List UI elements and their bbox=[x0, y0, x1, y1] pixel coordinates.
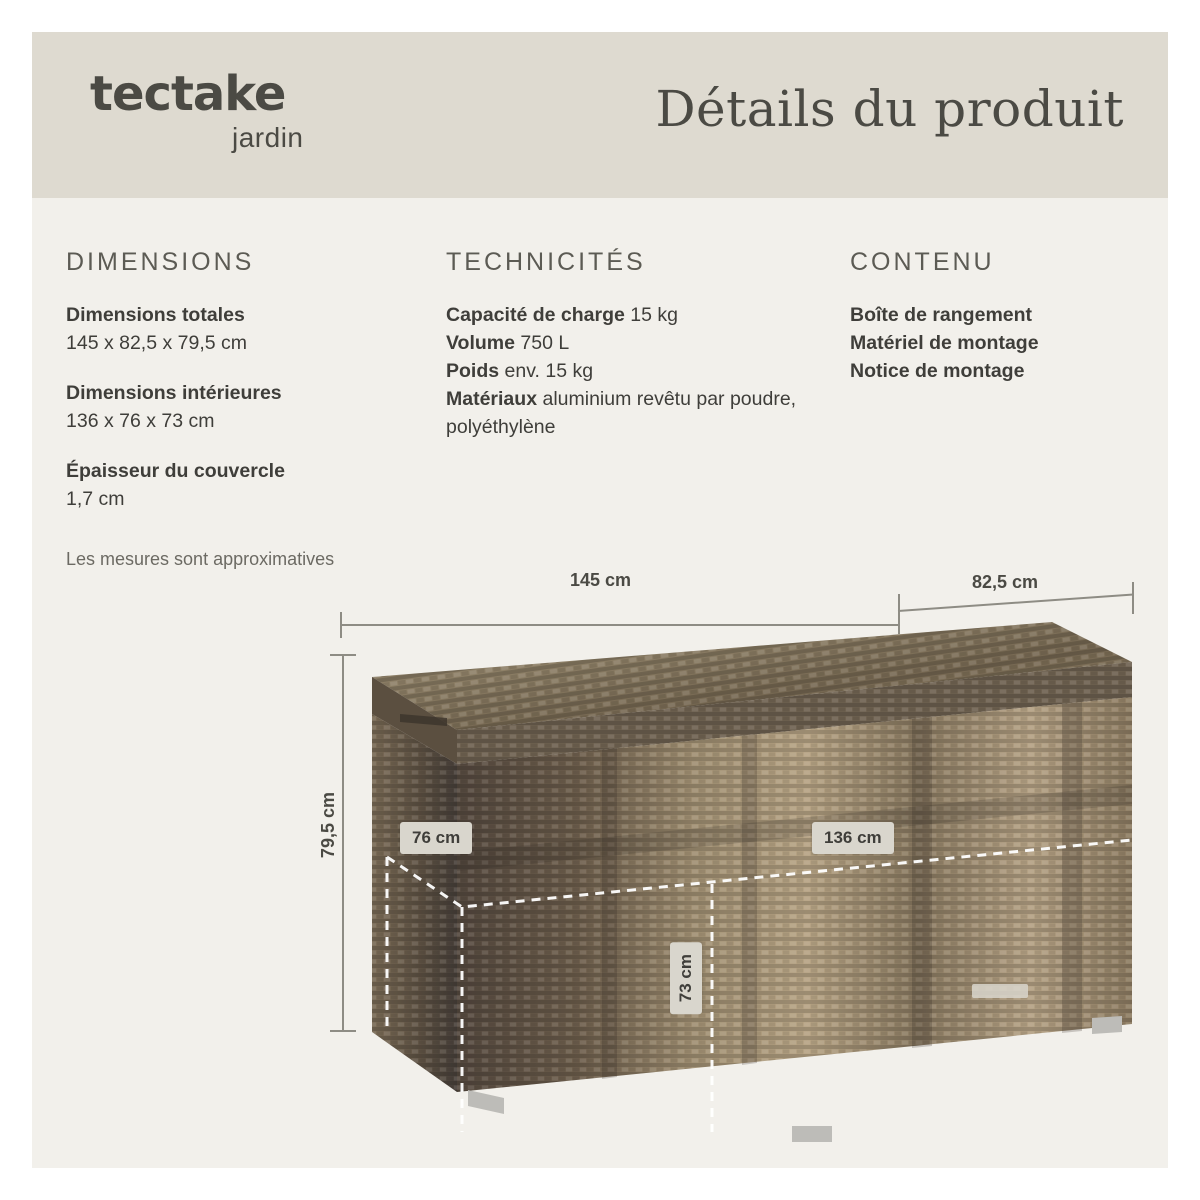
inner-width-tag: 136 cm bbox=[812, 822, 894, 854]
width-guide-line bbox=[340, 624, 900, 626]
contents-item bbox=[850, 301, 1150, 329]
inner-depth-tag: 76 cm bbox=[400, 822, 472, 854]
column-technical bbox=[446, 248, 816, 441]
weight-label: Poids bbox=[446, 360, 500, 382]
lid-thickness-label: Épaisseur du couvercle bbox=[66, 460, 285, 482]
contents-item bbox=[850, 357, 1150, 385]
dimensions-total-value: 145 x 82,5 x 79,5 cm bbox=[66, 332, 248, 354]
width-guide-tick-left bbox=[340, 612, 342, 638]
weight-value: env. 15 kg bbox=[504, 360, 594, 382]
height-guide-tick-bottom bbox=[330, 1030, 356, 1032]
load-capacity-label: Capacité de charge bbox=[446, 304, 625, 326]
depth-guide-tick-right bbox=[1132, 582, 1134, 614]
header-bar bbox=[32, 32, 1168, 198]
dimensions-total-label: Dimensions totales bbox=[66, 304, 245, 326]
technical-row bbox=[446, 329, 816, 357]
dimensions-item-value bbox=[66, 407, 416, 435]
measurements-note: Les mesures sont approximatives bbox=[66, 549, 335, 569]
dimensions-item-value bbox=[66, 485, 416, 513]
column-contents bbox=[850, 248, 1150, 385]
spacer bbox=[66, 357, 416, 379]
contents-item-1: Matériel de montage bbox=[850, 332, 1039, 354]
brand-sub: jardin bbox=[232, 122, 304, 153]
load-capacity-value: 15 kg bbox=[630, 304, 678, 326]
depth-label: 82,5 cm bbox=[964, 572, 1046, 593]
height-label: 79,5 cm bbox=[318, 784, 339, 866]
spacer bbox=[66, 435, 416, 457]
column-dimensions bbox=[66, 248, 416, 570]
dimensions-item-label bbox=[66, 301, 416, 329]
technical-row bbox=[446, 385, 816, 441]
dimensions-heading: DIMENSIONS bbox=[66, 248, 255, 276]
dimensions-inner-label: Dimensions intérieures bbox=[66, 382, 282, 404]
dimensions-item-label bbox=[66, 379, 416, 407]
brand-logo bbox=[90, 66, 390, 153]
contents-item bbox=[850, 329, 1150, 357]
technical-heading: TECHNICITÉS bbox=[446, 248, 646, 276]
height-guide-line bbox=[342, 654, 344, 1032]
contents-item-2: Notice de montage bbox=[850, 360, 1025, 382]
inner-height-tag: 73 cm bbox=[670, 942, 702, 1014]
contents-item-0: Boîte de rangement bbox=[850, 304, 1033, 326]
dimensions-item-value bbox=[66, 329, 416, 357]
volume-value: 750 L bbox=[520, 332, 570, 354]
lid-thickness-value: 1,7 cm bbox=[66, 488, 125, 510]
sheet bbox=[32, 32, 1168, 1168]
product-illustration bbox=[272, 532, 1132, 1152]
height-guide-tick-top bbox=[330, 654, 356, 656]
materials-label: Matériaux bbox=[446, 388, 538, 410]
brand-name: tectake bbox=[90, 66, 286, 122]
volume-label: Volume bbox=[446, 332, 515, 354]
dimensions-item-label bbox=[66, 457, 416, 485]
technical-row bbox=[446, 301, 816, 329]
page-title: Détails du produit bbox=[655, 80, 1124, 138]
width-label: 145 cm bbox=[562, 570, 639, 591]
materials-value: aluminium revêtu par poudre, polyéthylène bbox=[446, 388, 797, 438]
contents-heading: CONTENU bbox=[850, 248, 995, 276]
technical-row bbox=[446, 357, 816, 385]
width-guide-tick-right bbox=[898, 594, 900, 634]
dimensions-inner-value: 136 x 76 x 73 cm bbox=[66, 410, 215, 432]
